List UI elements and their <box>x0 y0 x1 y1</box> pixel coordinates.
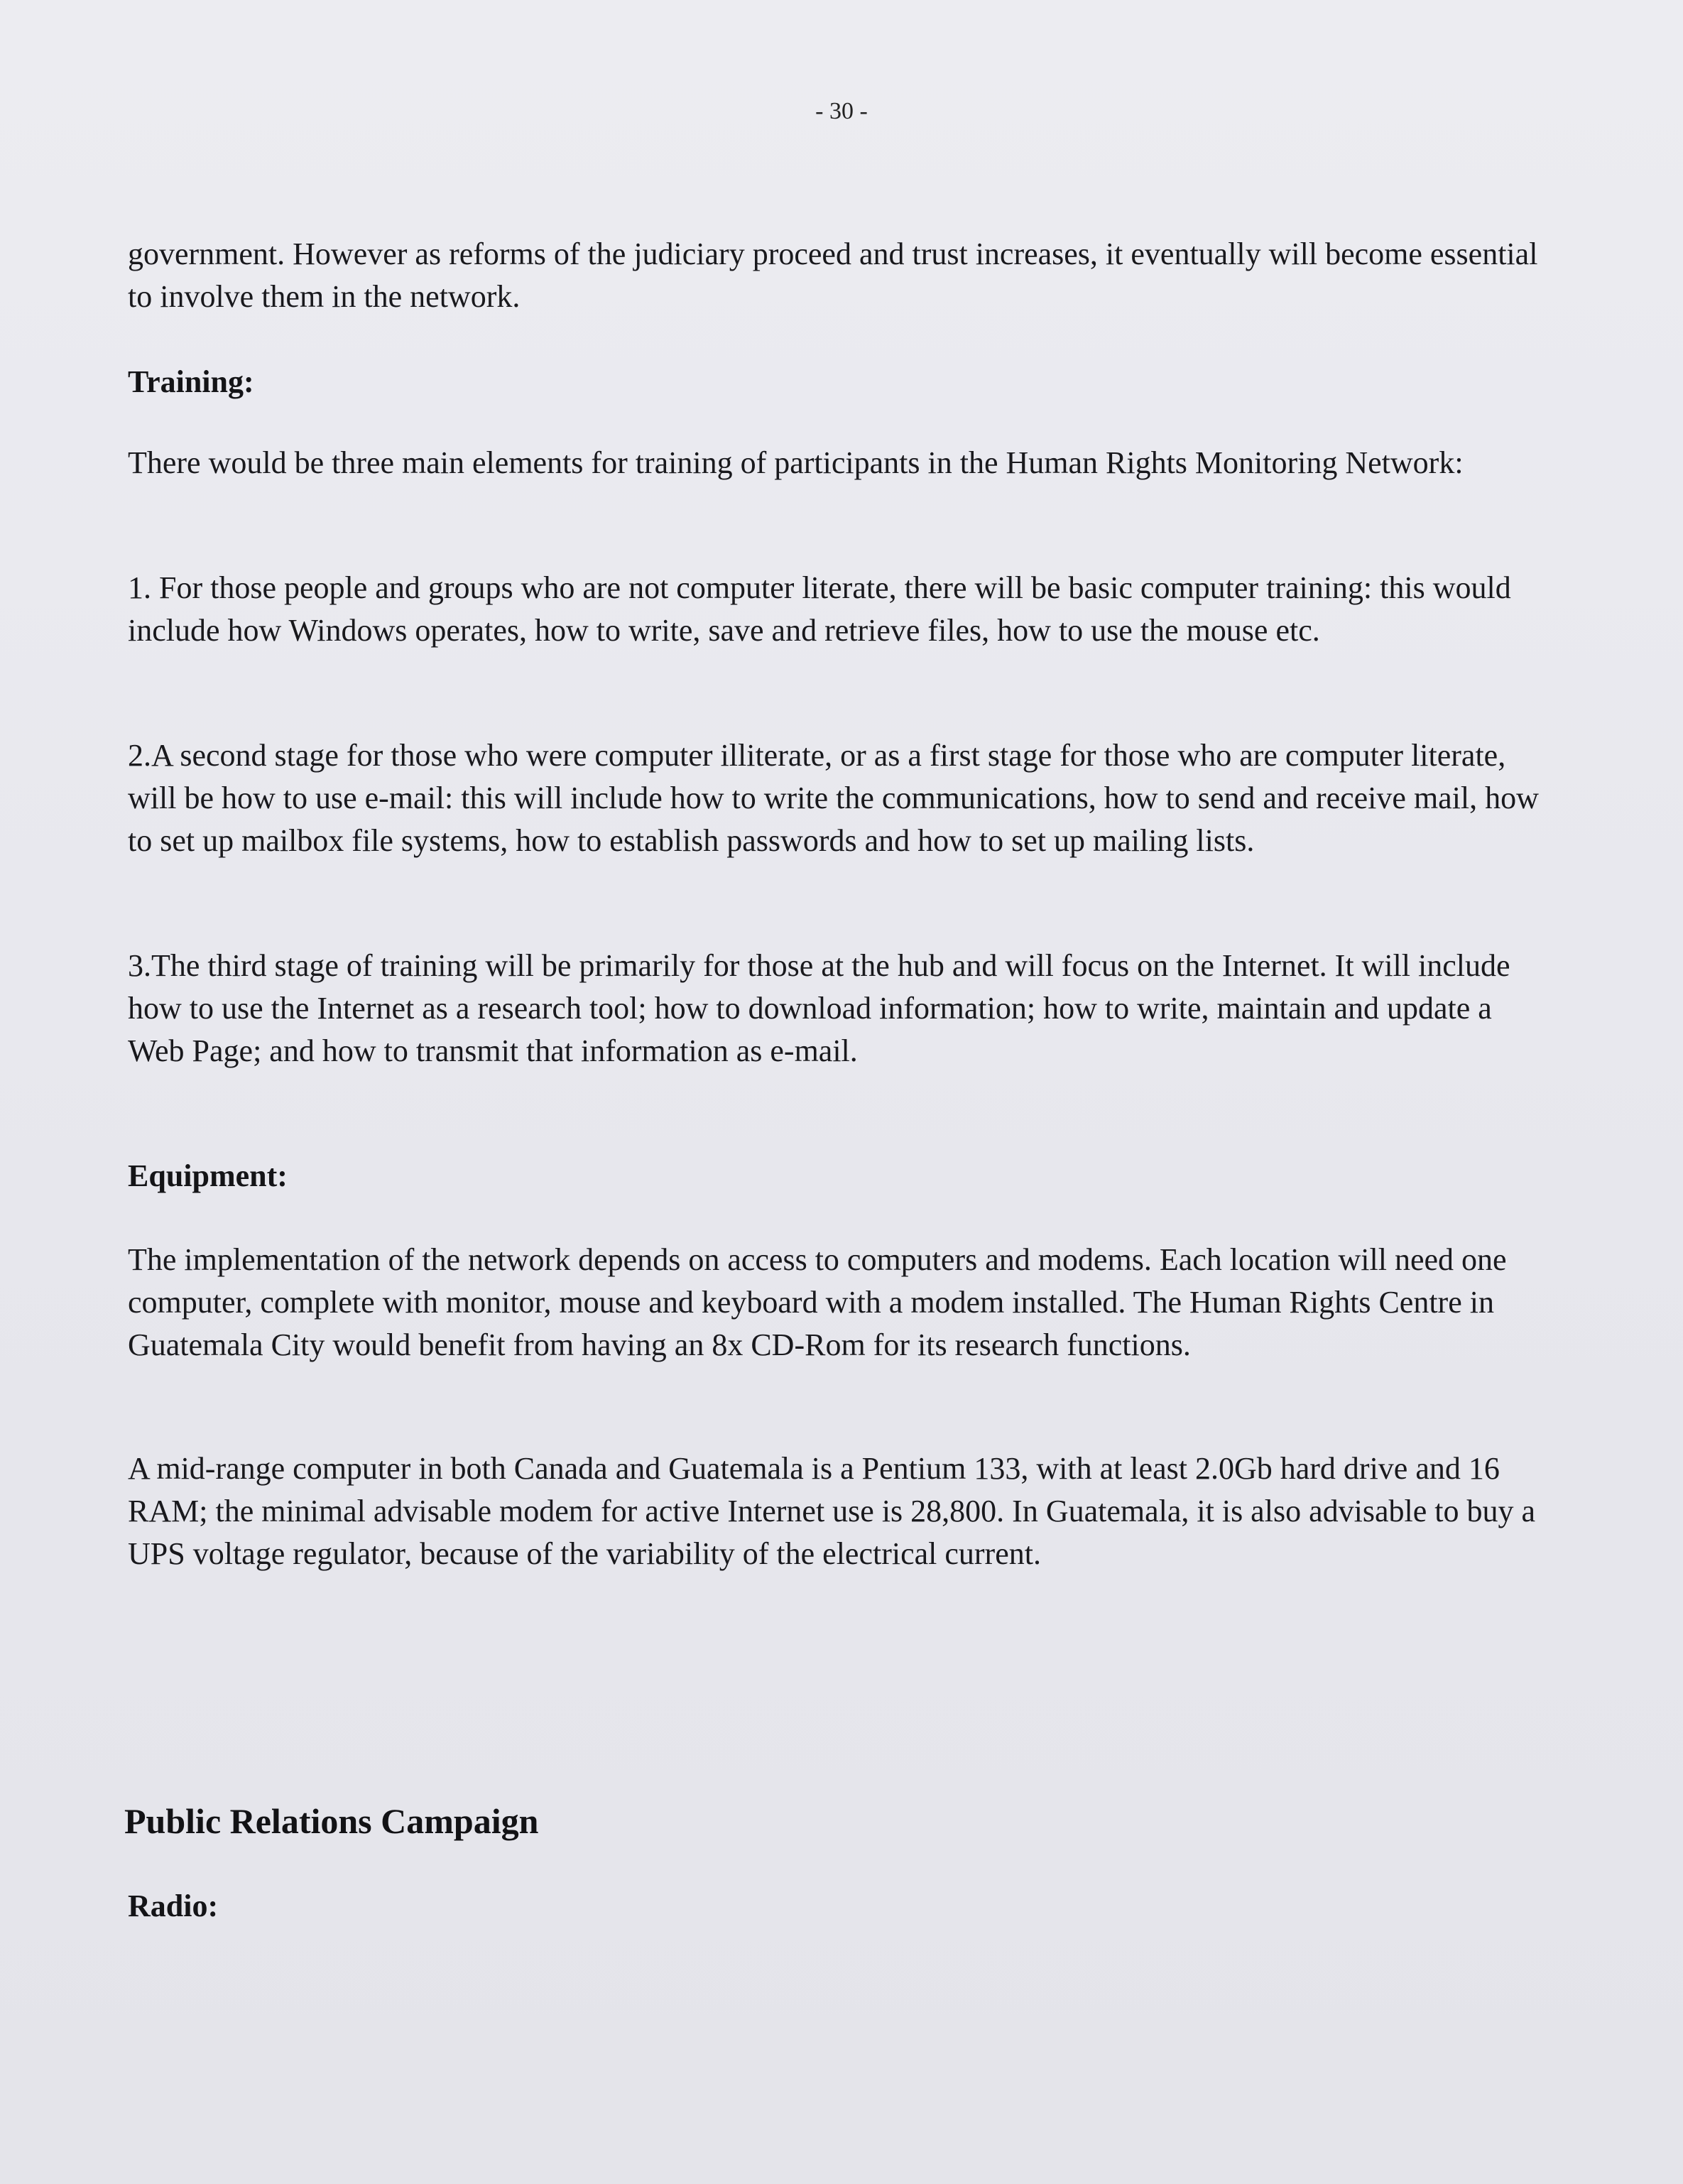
training-item-3: 3.The third stage of training will be primarily for those at the hub and will focus on the Internet. It will include how to use the Internet as a research tool; how to download information; how to write, maintain and update a Web Page; and how to transmit that information as e-mail. <box>128 948 1510 1068</box>
equipment-heading: Equipment: <box>128 1158 288 1193</box>
training-heading: Training: <box>128 364 254 399</box>
training-item-1: 1. For those people and groups who are not computer literate, there will be basic computer training: this would include how Windows operates, how to write, save and retrieve files, how to use the mouse etc. <box>128 570 1511 648</box>
page-number: - 30 - <box>815 98 868 124</box>
equipment-paragraph-1: The implementation of the network depends on access to computers and modems. Each location will need one computer, complete with monitor, mouse and keyboard with a modem installed. The Human Rights Centre in Guatemala City would benefit from having an 8x CD-Rom for its research functions. <box>128 1242 1507 1362</box>
intro-paragraph: government. However as reforms of the judiciary proceed and trust increases, it eventually will become essential to involve them in the network. <box>128 237 1538 314</box>
training-item-2: 2.A second stage for those who were computer illiterate, or as a first stage for those who are computer literate, will be how to use e-mail: this will include how to write the communications, how to send and receive mail, how to set up mailbox file systems, how to establish passwords and how to set up mailing lists. <box>128 738 1539 858</box>
training-intro-paragraph: There would be three main elements for training of participants in the Human Rights Monitoring Network: <box>128 445 1464 480</box>
equipment-paragraph-2: A mid-range computer in both Canada and Guatemala is a Pentium 133, with at least 2.0Gb hard drive and 16 RAM; the minimal advisable modem for active Internet use is 28,800. In Guatemala, it is also advisable to buy a UPS voltage regulator, because of the variability of the electrical current. <box>128 1451 1535 1571</box>
radio-heading: Radio: <box>128 1889 219 1923</box>
public-relations-heading: Public Relations Campaign <box>124 1801 539 1841</box>
